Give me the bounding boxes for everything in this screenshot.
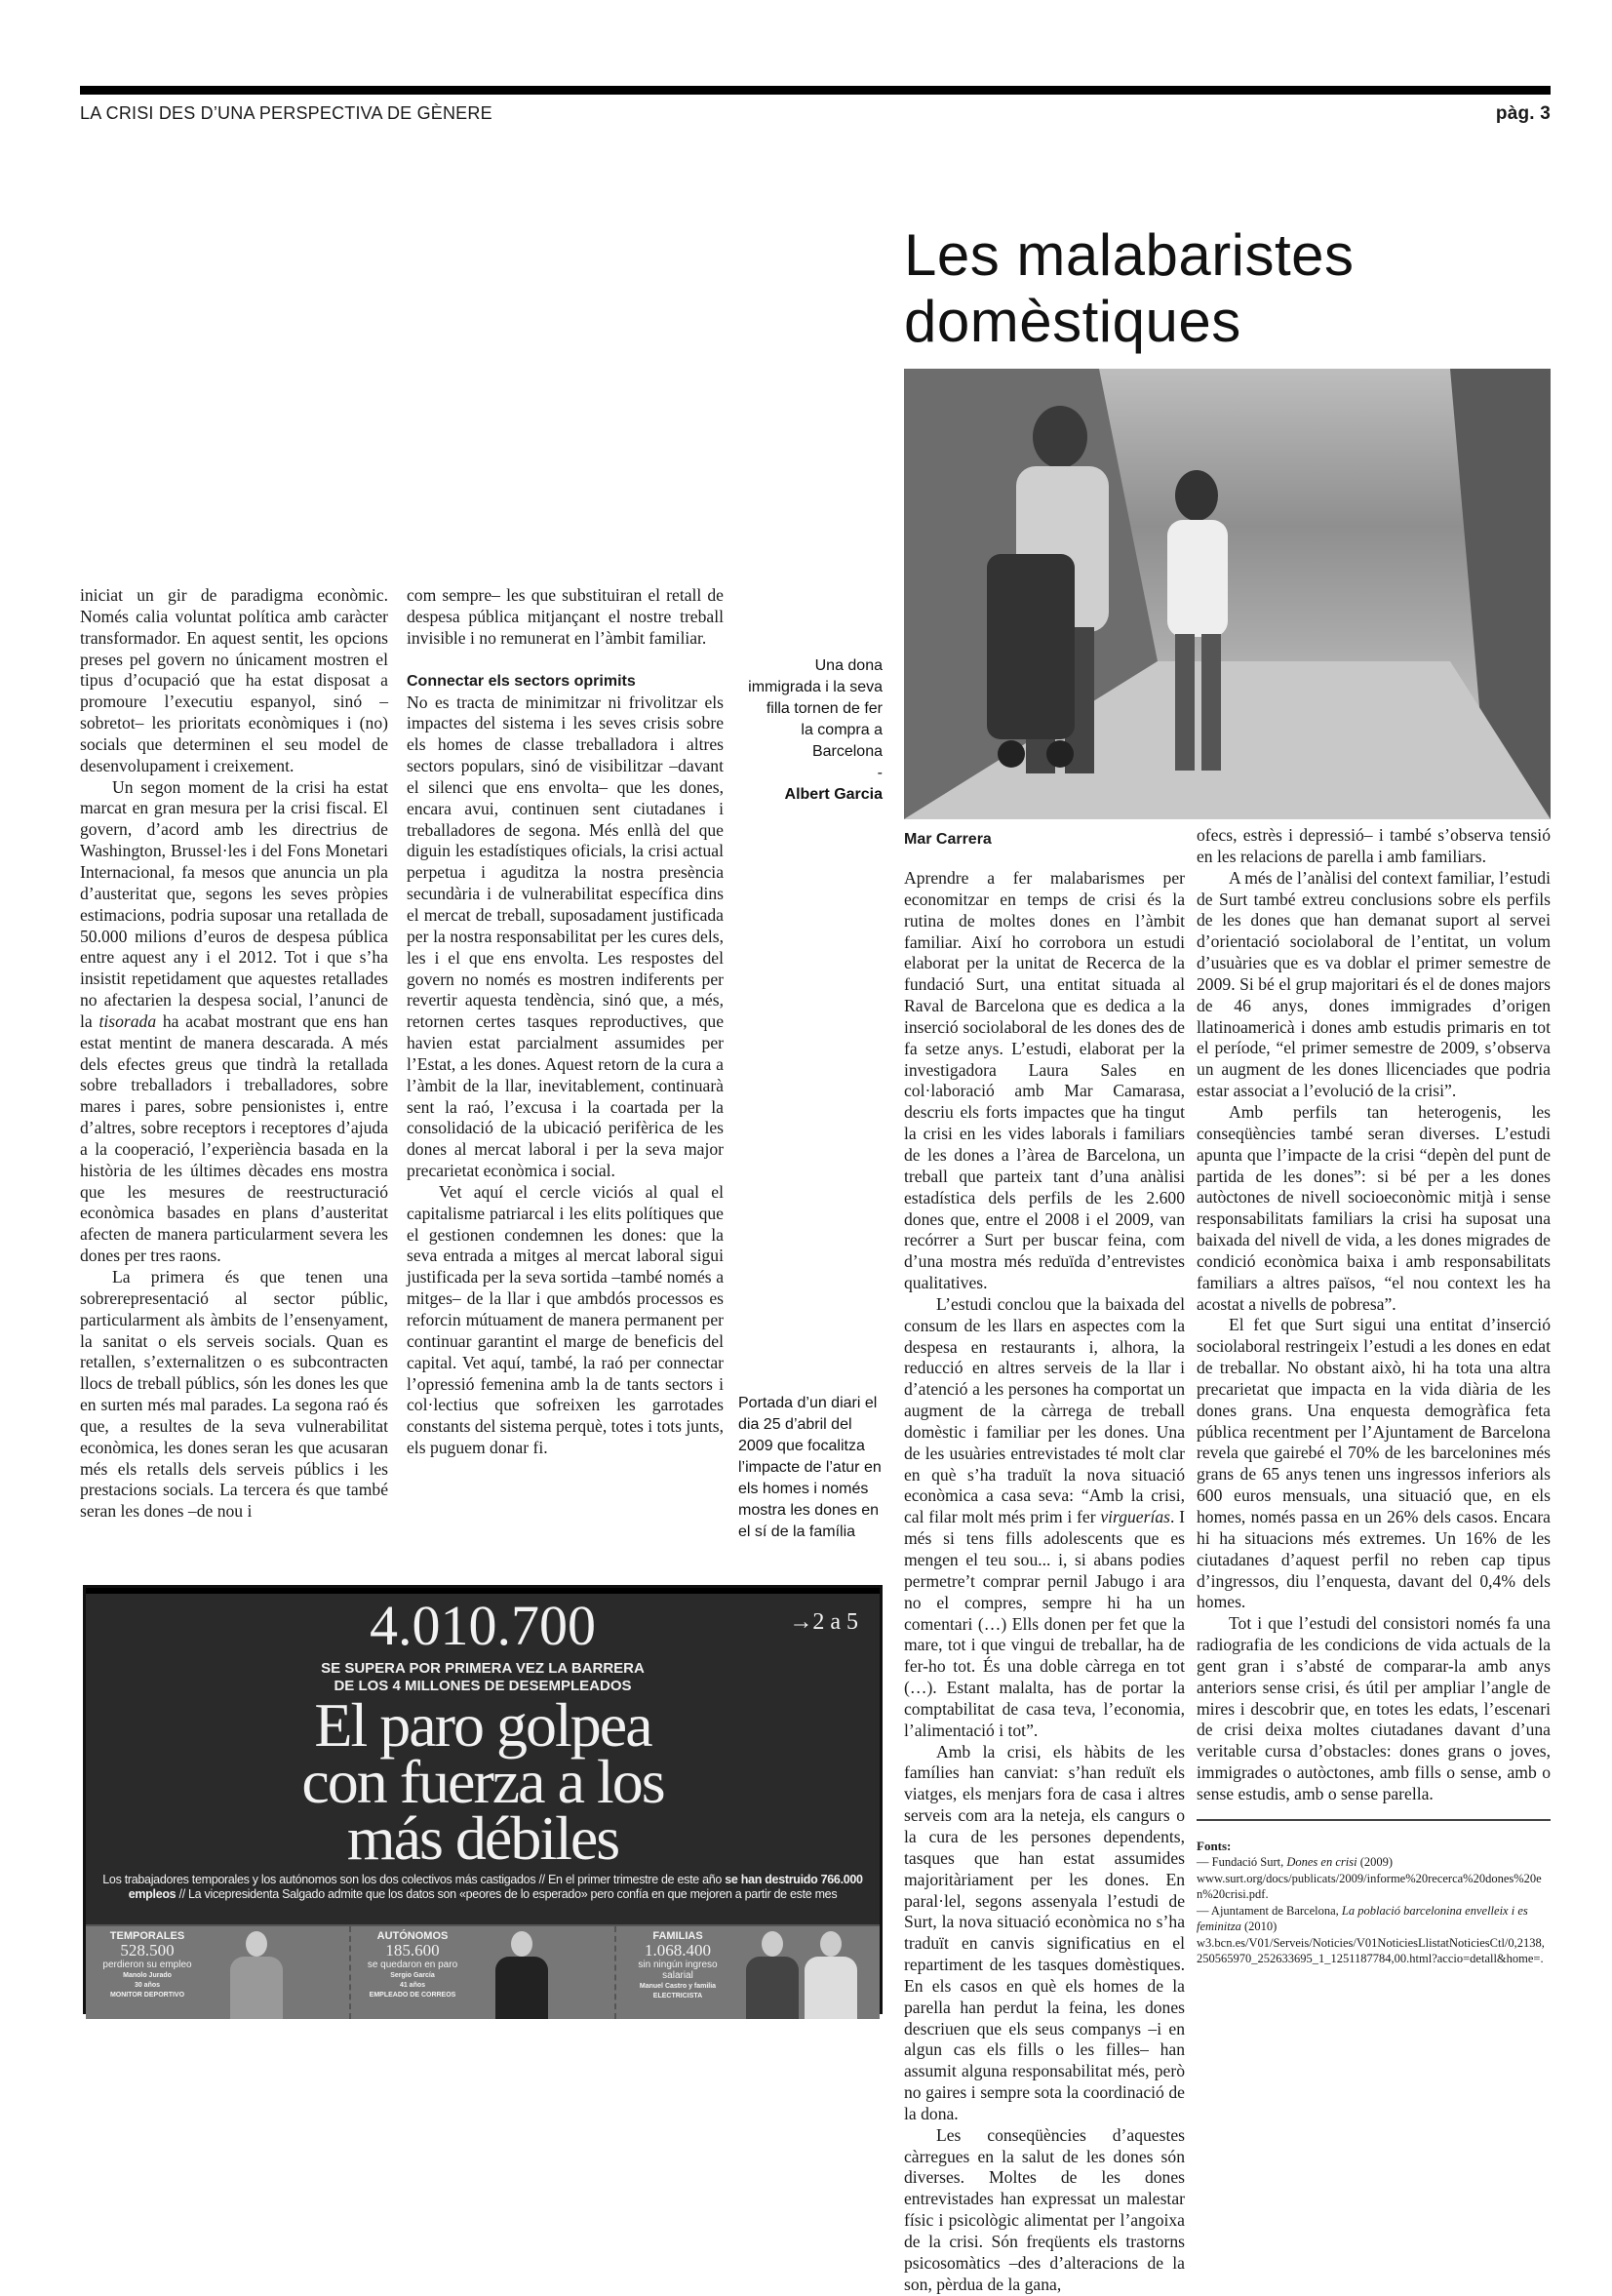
- panel-job: ELECTRICISTA: [652, 1993, 703, 1999]
- text-run: ha acabat mostrant que ens han estat mentint de manera descarada. A més dels efectes greus que tindrà la retallada sobre treballadors i treballadores, sobre mares i pares, sobre pensionistes i, entre d’altres, sobre receptors i receptores d’ajuda a la cooperació, l’experiència basada en la història de les últimes dècades ens mostra que les mesures de reestructuració econòmica basades en plans d’austeritat afecten de manera particularment severa les dones per tres raons.: [80, 1010, 388, 1266]
- source-url: www.surt.org/docs/publicats/2009/informe%20recerca%20dones%20en%20crisi.pdf.: [1197, 1871, 1542, 1902]
- paragraph: Aprendre a fer malabarismes per economitzar en temps de crisi és la rutina de moltes dones en l’àmbit familiar. Així ho corrobora un estudi elaborat per la unitat de Recerca de la fundació Surt, una entitat situada al Raval de Barcelona que es dedica a la inserció sociolaboral de les dones des de fa setze anys. L’estudi, elaborat per la investigadora Laura Sales en col·laboració amb Mar Camarasa, descriu els forts impactes que ha tingut la crisi en les vides laborals i familiars de les dones a l’àrea de Barcelona, un treball que parteix tant d’una anàlisi estadística dels perfils de les 2.600 dones que, entre el 2008 i el 2009, van recórrer a Surt per buscar feina, com d’una mostra més reduïda d’entrevistes qualitatives.: [904, 868, 1185, 1293]
- paragraph: Amb la crisi, els hàbits de les famílies han canviat: s’han reduït els viatges, els menjars fora de casa i altres serveis com ara la neteja, els cangurs o la cura de les persones dependents, tasques que han estat assumides majoritàriament per les dones. En paral·lel, segons assenyala l’estudi de Surt, la nova situació econòmica no s’ha traduït en canvis significatius en el repartiment de les tasques domèstiques. En els casos en què els homes de la parella han perdut la feina, les dones descriuen que els seus companys –i en algun cas els fills o les filles– han assumit alguna responsabilitat més, però no gaires i sempre sota la coordinació de la dona.: [904, 1741, 1185, 2123]
- caption-separator: -: [877, 765, 883, 781]
- panel-number: 1.068.400: [645, 1941, 711, 1960]
- sources-block: [1197, 1839, 1551, 1967]
- clipping-caption: Portada d’un diari el dia 25 d’abril del 2009 que focalitza l’impacte de l’atur en els homes i només mostra les dones en el sí de la família: [738, 1395, 882, 1540]
- italic-term: virguerías: [1100, 1507, 1170, 1527]
- paragraph: ofecs, estrès i depressió– i també s’observa tensió en les relacions de parella i amb familiars.: [1197, 825, 1551, 866]
- article-photo: [904, 369, 1551, 819]
- caption-line: la compra a: [801, 722, 883, 738]
- source-text: — Ajuntament de Barcelona,: [1197, 1903, 1342, 1918]
- caption-line: Una dona: [814, 657, 883, 674]
- source-text: — Fundació Surt,: [1197, 1855, 1287, 1870]
- text-run: Un segon moment de la crisi ha estat marcat en gran mesura per la crisi fiscal. El govern, d’acord amb les directrius de Washington, Brussel·les i del Fons Monetari Internacional, fa mesos que anuncia un pla d’austeritat que, segons les seves pròpies estimacions, podria suposar una retallada de 50.000 milions d’euros de despesa pública entre aquest any i el 2012. Tot i que s’ha insistit repetidament que aquestes retallades no afectarien la despesa social, l’anunci de la: [80, 776, 388, 1031]
- clipping-panels: [86, 1924, 880, 2019]
- paragraph: com sempre– les que substituiran el retall de despesa pública mitjançant el nostre treball invisible i no remunerat en l’àmbit familiar.: [407, 585, 724, 648]
- paragraph: El fet que Surt sigui una entitat d’inserció sociolaboral restringeix l’estudi a les dones en edat de treballar. No obstant això, hi ha tota una altra precarietat que impacta en la vida diària de les dones grans. Una enquesta demogràfica feta pública recentment per l’Ajuntament de Barcelona revela que gairebé el 70% de les barcelonines més grans de 65 anys tenen uns ingressos inferiors als 600 euros mensuals, una situació que, en els homes, només passa en un 26% dels casos. Encara hi ha situacions més extremes. Un 16% de les ciutadanes d’aquest perfil no reben cap tipus d’ingressos, diu l’enquesta, davant del 0,4% dels homes.: [1197, 1315, 1551, 1612]
- paragraph: iniciat un gir de paradigma econòmic. Només calia voluntat política amb caràcter transformador. En aquest sentit, les opcions preses pel govern no únicament mostren el tipus d’ocupació que ha estat disposat a promoure l’executiu espanyol, sinó –sobretot– les prioritats econòmiques i (no) socials que determinen el seu model de desenvolupament i creixement.: [80, 585, 388, 775]
- header-rule: [80, 86, 1551, 95]
- section-subheading: Connectar els sectors oprimits: [407, 672, 636, 690]
- panel-job: MONITOR DEPORTIVO: [109, 1992, 185, 1999]
- paragraph: Tot i que l’estudi del consistori només fa una radiografia de les condicions de vida actuals de la gent gran i s’absté de comparar-la amb anys anteriors sense crisi, és útil per ampliar l’angle de mires i descobrir que, en totes les edats, l’escenari de crisi deixa moltes ciutadanes davant d’una veritable cursa d’obstacles: dones grans o joves, immigrades o autòctones, amb fills o sense, amb o sense estudis, amb o sense parella.: [1197, 1613, 1551, 1803]
- panel-label: AUTÓNOMOS: [376, 1930, 449, 1942]
- paragraph: [80, 777, 388, 1267]
- panel-desc: perdieron su empleo: [102, 1960, 192, 1970]
- caption-line: Barcelona: [811, 743, 883, 760]
- deck-bold: se han destruido 766.000 empleos: [128, 1873, 863, 1901]
- source-text: (2010): [1240, 1920, 1278, 1934]
- page-reference: →2 a 5: [789, 1609, 858, 1635]
- text-run: L’estudi conclou que la baixada del consum de les llars en aspectes com la despesa en restaurants i, alhora, la reducció en altres serveis de la llar i d’atenció a les persones ha comportat un augment de la càrrega de treball domèstic i familiar per les dones. Una de les usuàries entrevistades té molt clar en què s’ha traduït la nova situació econòmica a casa seva: “Amb la crisi, cal filar molt més prim i fer: [904, 1293, 1185, 1527]
- panel-person: Sergio García: [390, 1972, 435, 1979]
- author-byline: Mar Carrera: [904, 831, 992, 848]
- person-photo: [222, 1931, 291, 2019]
- article-title: [904, 222, 1548, 355]
- panel-text: [94, 1930, 201, 1999]
- paragraph: Amb perfils tan heterogenis, les conseqüències també seran diverses. L’estudi apunta que l’impacte de la crisi “depèn del punt de partida de les dones”: si bé per a les dones autòctones de nivell socioeconòmic mitjà i sense responsabilitats familiars la crisi ha suposat una baixada del nivell de vida, a les dones migrades de condició econòmica baixa i amb responsabilitats familiars a altres països, “el nou context les ha acostat a nivells de pobresa”.: [1197, 1101, 1551, 1314]
- panel-label: FAMILIAS: [652, 1930, 703, 1942]
- panel-text: [624, 1930, 731, 2000]
- headline-line: más débiles: [346, 1803, 619, 1873]
- deck-text: Los trabajadores temporales y los autónomos son los dos colectivos más castigados // En el primer trimestre de este año: [102, 1873, 726, 1886]
- source-url: w3.bcn.es/V01/Serveis/Noticies/V01NoticiesLlistatNoticiesCtl/0,2138,250565970_252633695_1_1251187784,00.html?accio=detall&home=.: [1197, 1935, 1545, 1966]
- clipping-headline: [86, 1690, 880, 1873]
- text-run: . I més si tens fills adolescents que es mengen el teu sou... i, si abans podies permetre’t comprar pernil Jabugo i ara no el compres, sempre hi ha un comentari (…) Ells donen per fet que la mare, tot i que vingui de treballar, ha de fer-ho tot. És una doble càrrega en tot (…). Estant malalta, has de portar la comptabilitat de casa teva, l’economia, l’alimentació i tot”.: [904, 1507, 1186, 1740]
- panel-age: 41 años: [399, 1982, 426, 1989]
- family-photo: [797, 1931, 865, 2019]
- headline-line: con fuerza a los: [301, 1747, 664, 1816]
- newspaper-front-page-clipping: [83, 1585, 883, 2014]
- panel-person: Manolo Jurado: [123, 1972, 172, 1979]
- panel-familias: [616, 1926, 880, 2019]
- section-title: LA CRISI DES D’UNA PERSPECTIVA DE GÈNERE: [80, 103, 492, 123]
- article-title-line-1: Les malabaristes: [904, 222, 1355, 288]
- photo-credit: Albert Garcia: [784, 786, 883, 803]
- article-column-1: [904, 868, 1186, 2294]
- unemployment-figure: 4.010.700: [370, 1594, 596, 1657]
- intro-column-2: [407, 585, 724, 1568]
- italic-term: tisorada: [98, 1010, 157, 1031]
- caption-line: filla tornen de fer: [766, 700, 883, 717]
- article-title-line-2: domèstiques: [904, 289, 1241, 354]
- panel-number: 185.600: [385, 1941, 440, 1960]
- paragraph: La primera és que tenen una sobrerepresentació al sector públic, particularment als àmbits de l’ensenyament, la sanitat o els serveis socials. Quan es retallen, s’externalitzen o es subcontracten llocs de treball públics, són les dones les que en surten més mal parades. La segona raó és que, a resultes de la seva vulnerabilitat econòmica, les dones seran les que acusaran més els retalls dels serveis públics i les prestacions socials. La tercera és que també seran les dones –de nou i: [80, 1267, 388, 1522]
- caption-line: immigrada i la seva: [748, 679, 883, 695]
- headline-line: El paro golpea: [314, 1690, 651, 1760]
- source-title: Dones en crisi: [1286, 1855, 1357, 1870]
- kicker-line: DE LOS 4 MILLONES DE DESEMPLEADOS: [334, 1678, 632, 1694]
- source-text: (2009): [1356, 1855, 1394, 1870]
- panel-desc: sin ningún ingreso salarial: [638, 1960, 718, 1981]
- person-photo: [488, 1931, 556, 2019]
- panel-age: 30 años: [134, 1982, 161, 1989]
- panel-text: [359, 1930, 466, 1999]
- sources-divider: [1197, 1819, 1551, 1821]
- paragraph: Les conseqüències d’aquestes càrregues en la salut de les dones són diverses. Moltes de les dones entrevistades han expressat un malestar físic i psicològic alimentat per l’angoixa de la crisi. Són freqüents els trastorns psicosomàtics –des d’alteracions de la son, pèrdua de la gana,: [904, 2124, 1185, 2294]
- street-photo-illustration: [904, 369, 1551, 819]
- intro-column-1: [80, 585, 388, 1568]
- article-column-2: [1197, 825, 1551, 2035]
- panel-desc: se quedaron en paro: [367, 1960, 458, 1970]
- panel-number: 528.500: [120, 1941, 175, 1960]
- panel-label: TEMPORALES: [109, 1930, 185, 1942]
- page-number: pàg. 3: [1495, 103, 1551, 124]
- source-title: La població barcelonina envelleix i es feminitza: [1197, 1903, 1528, 1934]
- panel-job: EMPLEADO DE CORREOS: [369, 1992, 456, 1999]
- paragraph: A més de l’anàlisi del context familiar, l’estudi de Surt també extreu conclusions sobre els perfils de les dones que han demanat suport al servei d’orientació sociolaboral de l’entitat, un volum d’usuàries que es va doblar el primer semestre de 2009. Si bé el grup majoritari és el de dones majors de 46 anys, dones immigrades d’origen llatinoamericà i dones amb estudis primaris en tot el període, “el primer semestre de 2009, s’observa un augment de les dones llicenciades que podria estar associat a l’evolució de la crisi”.: [1197, 867, 1551, 1101]
- clipping-deck: [96, 1873, 870, 1902]
- kicker-line: SE SUPERA POR PRIMERA VEZ LA BARRERA: [321, 1660, 645, 1677]
- deck-text: // La vicepresidenta Salgado admite que los datos son «peores de lo esperado» pero confía en que mejoren a partir de este mes: [176, 1887, 838, 1901]
- panel-temporales: [86, 1926, 351, 2019]
- paragraph: Vet aquí el cercle viciós al qual el capitalisme patriarcal i les elits polítiques que el gestionen condemnen les dones: que la seva entrada a mitges al mercat laboral sigui justificada per la seva sortida –també només a mitges– de la llar i que ambdós processos es reforcin mútuament de manera permanent per continuar garantint el marge de beneficis del capital. Vet aquí, també, la raó per connectar l’opressió femenina amb la de tants sectors i col·lectius que sofreixen les garrotades constants del sistema perquè, totes i tots junts, els puguem donar fi.: [407, 1181, 724, 1458]
- panel-autonomos: [351, 1926, 616, 2019]
- panel-person: Manuel Castro y familia: [639, 1983, 717, 1990]
- paragraph: [904, 1294, 1185, 1742]
- paragraph: No es tracta de minimitzar ni frivolitzar els impactes del sistema i les seves crisis sobre els homes de classe treballadora i altres sectors populars, sinó de visibilitzar –davant el silenci que ens envolta– que les dones, encara avui, continuen sent ciutadanes i treballadores de segona. Més enllà del que diguin les estadístiques oficials, la crisi actual perpetua i aguditza la nostra presència secundària i de vulnerabilitat específica dins el mercat de treball, suposadament justificada per la nostra responsabilitat per les cures dels, les i el que ens envolta. Les respostes del govern no només es mostren indiferents per revertir aquesta tendència, sinó que, a més, retornen certes tasques reproductives, que havien estat parcialment assumides per l’Estat, a les dones. Aquest retorn de la cura a l’àmbit de la llar, inevitablement, continuarà sent la raó, l’excusa i la coartada per la consolidació de la ubicació perifèrica de les dones al mercat laboral i per la seva major precarietat econòmica i social.: [407, 692, 724, 1181]
- photo-caption: [736, 655, 883, 806]
- sources-label: Fonts:: [1197, 1838, 1232, 1853]
